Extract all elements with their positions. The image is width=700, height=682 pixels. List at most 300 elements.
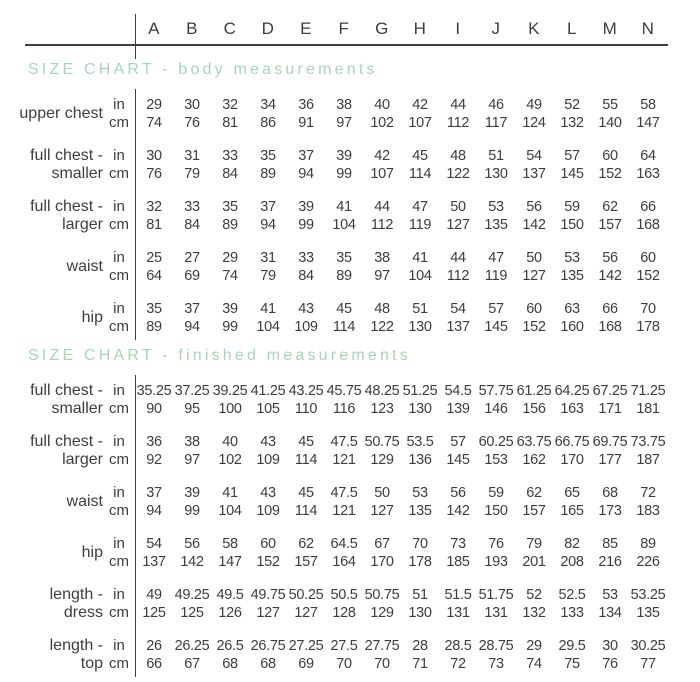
in-value-cell: 30 (602, 638, 618, 654)
cm-value-cell: 74 (526, 656, 542, 672)
unit-in-label: in (113, 198, 125, 215)
in-value-cell: 57 (564, 148, 580, 164)
cm-value-cell: 130 (484, 166, 508, 182)
cm-values-row (135, 267, 667, 285)
in-value-cell: 37 (184, 301, 200, 317)
in-value-cell: 49 (526, 97, 542, 113)
cm-value-cell: 79 (184, 166, 200, 182)
row-label-line: waist (66, 258, 103, 275)
in-value-cell: 41 (412, 250, 428, 266)
cm-values-row (135, 114, 667, 132)
cm-value-cell: 164 (332, 554, 356, 570)
unit-column (103, 249, 135, 285)
cm-value-cell: 162 (522, 452, 546, 468)
cm-value-cell: 129 (370, 605, 394, 621)
cm-value-cell: 110 (294, 401, 318, 417)
in-value-cell: 51.75 (478, 587, 514, 603)
cm-value-cell: 117 (484, 115, 508, 131)
cm-value-cell: 119 (408, 217, 432, 233)
unit-cm-label: cm (109, 655, 129, 672)
in-value-cell: 29 (222, 250, 238, 266)
in-values-row (135, 535, 667, 553)
in-value-cell: 45 (412, 148, 428, 164)
in-value-cell: 63.75 (516, 434, 552, 450)
cm-value-cell: 187 (636, 452, 660, 468)
in-value-cell: 41 (222, 485, 238, 501)
value-columns (135, 586, 667, 622)
unit-column (103, 147, 135, 183)
in-value-cell: 42 (374, 148, 390, 164)
value-columns (135, 96, 667, 132)
cm-value-cell: 171 (598, 401, 622, 417)
unit-cm-label: cm (109, 267, 129, 284)
in-value-cell: 54 (146, 536, 162, 552)
value-columns (135, 300, 667, 336)
in-value-cell: 36 (146, 434, 162, 450)
row-label-line: length - (49, 637, 103, 654)
cm-value-cell: 107 (370, 166, 394, 182)
row-label-line: smaller (51, 400, 103, 417)
cm-values-row (135, 165, 667, 183)
in-value-cell: 50 (526, 250, 542, 266)
cm-value-cell: 71 (412, 656, 428, 672)
unit-column (103, 300, 135, 336)
row-label (0, 382, 103, 418)
unit-cm-label: cm (109, 216, 129, 233)
in-value-cell: 47 (412, 199, 428, 215)
unit-in-label: in (113, 637, 125, 654)
in-values-row (135, 382, 667, 400)
cm-value-cell: 150 (484, 503, 508, 519)
section-title: SIZE CHART - finished measurements (28, 347, 411, 364)
in-value-cell: 60 (602, 148, 618, 164)
in-value-cell: 53 (412, 485, 428, 501)
unit-cm-label: cm (109, 400, 129, 417)
in-value-cell: 64 (640, 148, 656, 164)
cm-values-row (135, 451, 667, 469)
cm-value-cell: 152 (636, 268, 660, 284)
in-value-cell: 48 (450, 148, 466, 164)
in-value-cell: 51 (488, 148, 504, 164)
cm-value-cell: 74 (146, 115, 162, 131)
in-value-cell: 66 (602, 301, 618, 317)
in-value-cell: 26.75 (250, 638, 286, 654)
cm-value-cell: 124 (522, 115, 546, 131)
row-label (0, 484, 103, 520)
in-values-row (135, 586, 667, 604)
cm-values-row (135, 655, 667, 673)
in-value-cell: 49.75 (250, 587, 286, 603)
cm-value-cell: 67 (184, 656, 200, 672)
in-value-cell: 29 (146, 97, 162, 113)
cm-value-cell: 89 (222, 217, 238, 233)
in-value-cell: 31 (184, 148, 200, 164)
in-value-cell: 67.25 (592, 383, 628, 399)
in-value-cell: 57.75 (478, 383, 514, 399)
in-value-cell: 45 (336, 301, 352, 317)
cm-value-cell: 132 (560, 115, 584, 131)
cm-value-cell: 130 (408, 401, 432, 417)
cm-value-cell: 90 (146, 401, 162, 417)
cm-value-cell: 125 (180, 605, 204, 621)
measurement-row-group (0, 535, 700, 571)
in-value-cell: 39 (184, 485, 200, 501)
row-label-line: hip (81, 309, 103, 326)
cm-value-cell: 177 (598, 452, 622, 468)
cm-value-cell: 127 (294, 605, 318, 621)
in-value-cell: 43.25 (288, 383, 324, 399)
cm-value-cell: 119 (484, 268, 508, 284)
column-header-letter: M (602, 19, 618, 38)
chart-section (0, 60, 700, 336)
in-value-cell: 56 (184, 536, 200, 552)
in-value-cell: 44 (450, 97, 466, 113)
in-value-cell: 57 (450, 434, 466, 450)
in-value-cell: 89 (640, 536, 656, 552)
cm-value-cell: 122 (446, 166, 470, 182)
column-header-letter: K (528, 19, 540, 38)
in-value-cell: 66.75 (554, 434, 590, 450)
in-value-cell: 45.75 (326, 383, 362, 399)
in-value-cell: 52.5 (558, 587, 586, 603)
row-label-line: top (80, 655, 103, 672)
cm-value-cell: 170 (370, 554, 394, 570)
row-label-line: waist (66, 493, 103, 510)
in-value-cell: 67 (374, 536, 390, 552)
cm-value-cell: 116 (332, 401, 356, 417)
cm-value-cell: 127 (256, 605, 280, 621)
cm-value-cell: 121 (332, 452, 356, 468)
cm-value-cell: 102 (370, 115, 394, 131)
unit-in-label: in (113, 586, 125, 603)
cm-value-cell: 127 (370, 503, 394, 519)
cm-value-cell: 130 (408, 319, 432, 335)
in-value-cell: 30 (146, 148, 162, 164)
in-value-cell: 48.25 (364, 383, 400, 399)
in-value-cell: 41 (336, 199, 352, 215)
in-value-cell: 50.25 (288, 587, 324, 603)
in-value-cell: 30 (184, 97, 200, 113)
cm-value-cell: 127 (446, 217, 470, 233)
cm-value-cell: 142 (522, 217, 546, 233)
cm-value-cell: 145 (560, 166, 584, 182)
cm-value-cell: 142 (180, 554, 204, 570)
cm-value-cell: 145 (446, 452, 470, 468)
in-value-cell: 37.25 (174, 383, 210, 399)
in-value-cell: 51 (412, 587, 428, 603)
in-value-cell: 43 (260, 434, 276, 450)
cm-value-cell: 84 (298, 268, 314, 284)
in-value-cell: 62 (602, 199, 618, 215)
in-value-cell: 60 (640, 250, 656, 266)
in-value-cell: 50 (374, 485, 390, 501)
cm-value-cell: 133 (560, 605, 584, 621)
cm-value-cell: 105 (256, 401, 280, 417)
cm-value-cell: 68 (260, 656, 276, 672)
cm-value-cell: 89 (146, 319, 162, 335)
in-value-cell: 27 (184, 250, 200, 266)
in-value-cell: 49.5 (216, 587, 244, 603)
unit-in-label: in (113, 535, 125, 552)
cm-value-cell: 114 (408, 166, 432, 182)
in-value-cell: 51.25 (402, 383, 438, 399)
in-values-row (135, 147, 667, 165)
row-label (0, 637, 103, 673)
in-value-cell: 53.5 (406, 434, 434, 450)
column-header-row (0, 14, 700, 44)
in-values-row (135, 433, 667, 451)
value-columns (135, 249, 667, 285)
cm-value-cell: 136 (408, 452, 432, 468)
cm-value-cell: 114 (294, 503, 318, 519)
cm-value-cell: 68 (222, 656, 238, 672)
in-value-cell: 44 (374, 199, 390, 215)
cm-value-cell: 216 (598, 554, 622, 570)
cm-value-cell: 95 (184, 401, 200, 417)
cm-value-cell: 153 (484, 452, 508, 468)
in-value-cell: 53.25 (630, 587, 666, 603)
in-value-cell: 56 (602, 250, 618, 266)
cm-values-row (135, 502, 667, 520)
chart-section (0, 346, 700, 673)
in-value-cell: 35 (260, 148, 276, 164)
in-value-cell: 54 (450, 301, 466, 317)
cm-value-cell: 137 (522, 166, 546, 182)
cm-value-cell: 114 (332, 319, 356, 335)
in-value-cell: 43 (298, 301, 314, 317)
cm-value-cell: 77 (640, 656, 656, 672)
row-label-line: full chest - (30, 198, 103, 215)
row-label (0, 96, 103, 132)
in-value-cell: 30.25 (630, 638, 666, 654)
cm-value-cell: 137 (446, 319, 470, 335)
row-label (0, 433, 103, 469)
cm-value-cell: 81 (146, 217, 162, 233)
cm-value-cell: 99 (336, 166, 352, 182)
in-values-row (135, 198, 667, 216)
column-header-letter: J (491, 19, 501, 38)
measurement-row-group (0, 637, 700, 673)
cm-value-cell: 112 (446, 115, 470, 131)
in-value-cell: 63 (564, 301, 580, 317)
in-value-cell: 52 (526, 587, 542, 603)
cm-value-cell: 89 (260, 166, 276, 182)
measurement-row-group (0, 147, 700, 183)
cm-value-cell: 145 (484, 319, 508, 335)
in-value-cell: 47.5 (330, 485, 358, 501)
column-header-letter: G (375, 19, 389, 38)
cm-value-cell: 94 (298, 166, 314, 182)
cm-value-cell: 66 (146, 656, 162, 672)
in-value-cell: 52 (564, 97, 580, 113)
cm-value-cell: 157 (598, 217, 622, 233)
cm-value-cell: 131 (484, 605, 508, 621)
column-header-letter: H (413, 19, 427, 38)
in-value-cell: 76 (488, 536, 504, 552)
unit-cm-label: cm (109, 318, 129, 335)
value-columns (135, 433, 667, 469)
unit-column (103, 433, 135, 469)
in-value-cell: 51 (412, 301, 428, 317)
unit-in-label: in (113, 147, 125, 164)
in-value-cell: 73 (450, 536, 466, 552)
row-label-line: larger (62, 451, 103, 468)
in-value-cell: 27.5 (330, 638, 358, 654)
row-label (0, 300, 103, 336)
header-divider (25, 44, 668, 46)
in-value-cell: 39 (336, 148, 352, 164)
cm-value-cell: 134 (598, 605, 622, 621)
unit-cm-label: cm (109, 553, 129, 570)
cm-value-cell: 99 (298, 217, 314, 233)
cm-values-row (135, 604, 667, 622)
in-value-cell: 25 (146, 250, 162, 266)
cm-value-cell: 142 (446, 503, 470, 519)
in-value-cell: 27.75 (364, 638, 400, 654)
in-value-cell: 26 (146, 638, 162, 654)
value-columns (135, 637, 667, 673)
cm-value-cell: 173 (598, 503, 622, 519)
cm-value-cell: 100 (218, 401, 242, 417)
cm-value-cell: 132 (522, 605, 546, 621)
in-value-cell: 41 (260, 301, 276, 317)
in-values-row (135, 249, 667, 267)
cm-value-cell: 183 (636, 503, 660, 519)
cm-value-cell: 135 (484, 217, 508, 233)
in-value-cell: 37 (260, 199, 276, 215)
cm-value-cell: 139 (446, 401, 470, 417)
in-value-cell: 43 (260, 485, 276, 501)
cm-value-cell: 97 (374, 268, 390, 284)
cm-value-cell: 99 (184, 503, 200, 519)
cm-value-cell: 170 (560, 452, 584, 468)
cm-value-cell: 114 (294, 452, 318, 468)
measurement-row-group (0, 484, 700, 520)
cm-value-cell: 130 (408, 605, 432, 621)
unit-in-label: in (113, 300, 125, 317)
row-label-line: full chest - (30, 382, 103, 399)
in-value-cell: 35.25 (136, 383, 172, 399)
cm-value-cell: 152 (256, 554, 280, 570)
in-value-cell: 39 (298, 199, 314, 215)
unit-column (103, 96, 135, 132)
in-value-cell: 61.25 (516, 383, 552, 399)
cm-value-cell: 126 (218, 605, 242, 621)
unit-column (103, 535, 135, 571)
row-label (0, 147, 103, 183)
column-header-letter: D (261, 19, 275, 38)
cm-values-row (135, 216, 667, 234)
cm-value-cell: 163 (636, 166, 660, 182)
cm-value-cell: 74 (222, 268, 238, 284)
cm-value-cell: 84 (184, 217, 200, 233)
cm-value-cell: 152 (598, 166, 622, 182)
in-value-cell: 50.75 (364, 587, 400, 603)
in-value-cell: 38 (336, 97, 352, 113)
cm-value-cell: 129 (370, 452, 394, 468)
measurement-row-group (0, 96, 700, 132)
in-value-cell: 28.75 (478, 638, 514, 654)
measurement-row-group (0, 433, 700, 469)
cm-value-cell: 152 (522, 319, 546, 335)
in-value-cell: 37 (298, 148, 314, 164)
in-value-cell: 62 (298, 536, 314, 552)
row-label-line: dress (63, 604, 103, 621)
in-value-cell: 28.5 (444, 638, 472, 654)
column-header-letter: B (186, 19, 198, 38)
unit-cm-label: cm (109, 502, 129, 519)
cm-value-cell: 97 (336, 115, 352, 131)
cm-value-cell: 109 (294, 319, 318, 335)
in-value-cell: 47.5 (330, 434, 358, 450)
cm-value-cell: 168 (598, 319, 622, 335)
unit-column (103, 586, 135, 622)
cm-value-cell: 135 (636, 605, 660, 621)
in-values-row (135, 637, 667, 655)
in-value-cell: 73.75 (630, 434, 666, 450)
in-value-cell: 41.25 (250, 383, 286, 399)
measurement-row-group (0, 198, 700, 234)
cm-value-cell: 69 (298, 656, 314, 672)
measurement-rows (0, 96, 700, 336)
in-value-cell: 79 (526, 536, 542, 552)
column-header-letter: N (641, 19, 655, 38)
in-value-cell: 55 (602, 97, 618, 113)
cm-value-cell: 73 (488, 656, 504, 672)
in-value-cell: 57 (488, 301, 504, 317)
cm-value-cell: 109 (256, 503, 280, 519)
cm-value-cell: 107 (408, 115, 432, 131)
column-header-letter: L (567, 19, 577, 38)
column-header-letter: F (338, 19, 350, 38)
in-values-row (135, 96, 667, 114)
cm-value-cell: 165 (560, 503, 584, 519)
cm-value-cell: 104 (332, 217, 356, 233)
in-value-cell: 69.75 (592, 434, 628, 450)
in-value-cell: 37 (146, 485, 162, 501)
cm-value-cell: 70 (336, 656, 352, 672)
in-value-cell: 85 (602, 536, 618, 552)
in-value-cell: 32 (222, 97, 238, 113)
in-value-cell: 32 (146, 199, 162, 215)
cm-value-cell: 92 (146, 452, 162, 468)
column-header-letter: E (300, 19, 312, 38)
value-columns (135, 198, 667, 234)
in-value-cell: 36 (298, 97, 314, 113)
in-value-cell: 82 (564, 536, 580, 552)
cm-value-cell: 147 (218, 554, 242, 570)
in-value-cell: 54 (526, 148, 542, 164)
cm-value-cell: 128 (332, 605, 356, 621)
cm-value-cell: 157 (294, 554, 318, 570)
cm-value-cell: 147 (636, 115, 660, 131)
cm-value-cell: 140 (598, 115, 622, 131)
in-value-cell: 45 (298, 485, 314, 501)
unit-in-label: in (113, 96, 125, 113)
cm-value-cell: 112 (370, 217, 394, 233)
in-value-cell: 39 (222, 301, 238, 317)
in-value-cell: 59 (488, 485, 504, 501)
in-values-row (135, 484, 667, 502)
cm-value-cell: 112 (446, 268, 470, 284)
unit-cm-label: cm (109, 165, 129, 182)
in-value-cell: 58 (222, 536, 238, 552)
cm-values-row (135, 400, 667, 418)
cm-value-cell: 127 (522, 268, 546, 284)
cm-value-cell: 156 (522, 401, 546, 417)
unit-column (103, 198, 135, 234)
in-value-cell: 28 (412, 638, 428, 654)
